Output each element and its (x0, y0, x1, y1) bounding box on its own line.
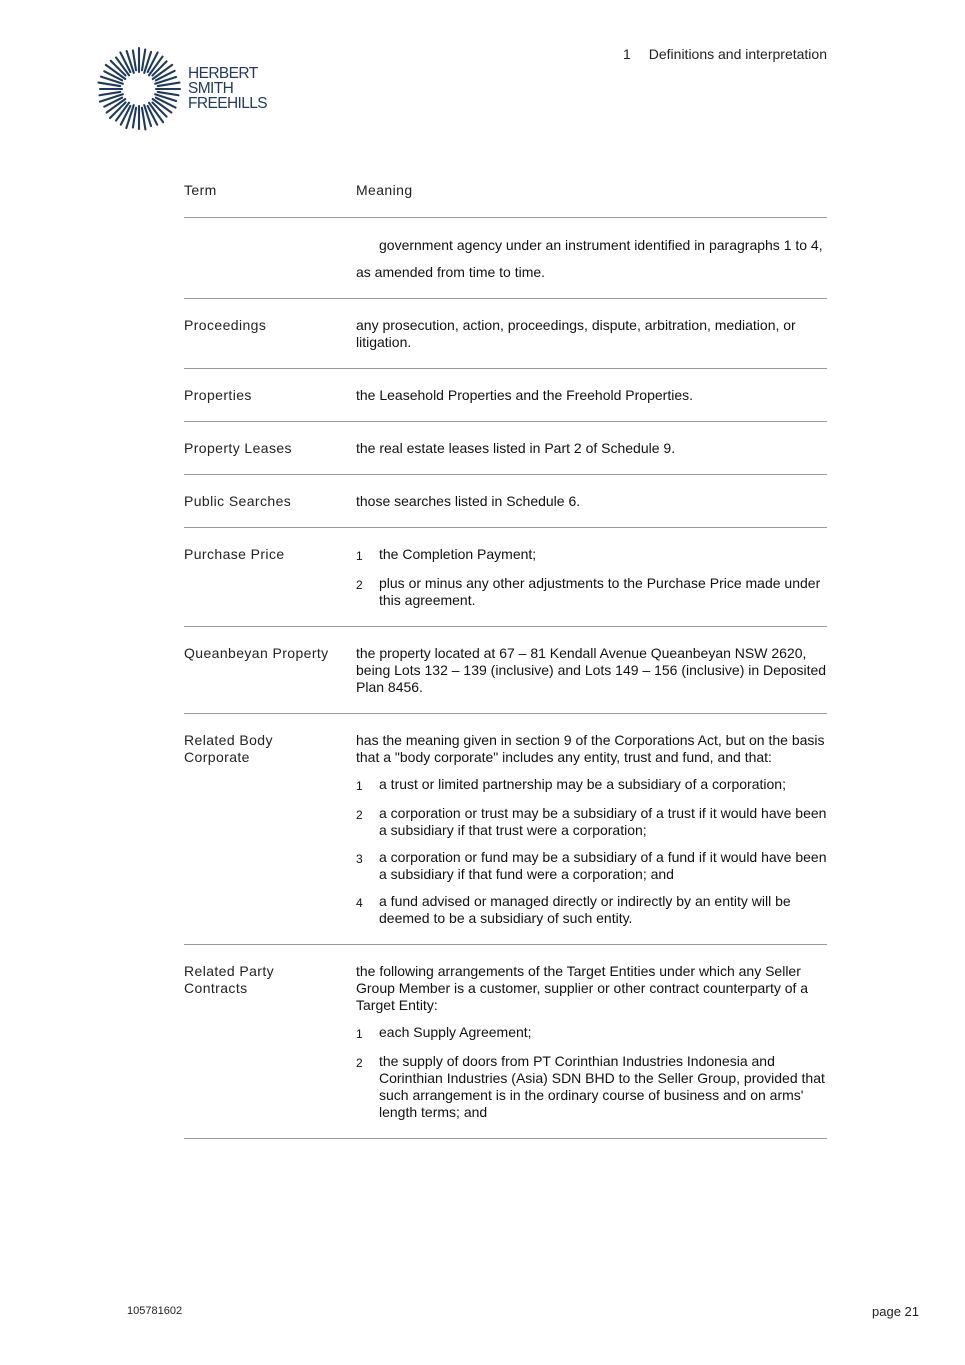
definition-meaning (356, 237, 827, 281)
definition-term: Public Searches (184, 493, 292, 509)
list-item-number: 1 (356, 779, 363, 793)
firm-name-line-2: SMITH (188, 80, 234, 97)
sunburst-ray (133, 50, 136, 70)
list-item (356, 575, 827, 609)
list-item-number: 1 (356, 1027, 363, 1041)
table-row (184, 422, 827, 475)
document-id: 105781602 (127, 1305, 183, 1317)
list-item-number: 2 (356, 1056, 363, 1070)
sunburst-ray (99, 83, 121, 86)
definition-term: Related Party Contracts (184, 963, 275, 996)
meaning-column-header: Meaning (356, 182, 413, 198)
table-row (184, 528, 827, 627)
definition-meaning: those searches listed in Schedule 6. (356, 493, 581, 509)
firm-name-line-1: HERBERT (188, 65, 258, 82)
section-number: 1 (622, 46, 631, 62)
running-header (623, 46, 827, 62)
list-item (356, 893, 827, 927)
table-row (184, 218, 827, 299)
list-item-number: 2 (356, 808, 363, 822)
table-row (184, 714, 827, 945)
table-header-row (184, 172, 827, 218)
term-column-header: Term (184, 182, 217, 198)
continuation-paragraph: government agency under an instrument identified in paragraphs 1 to 4, (379, 237, 823, 253)
definition-term: Proceedings (184, 317, 267, 333)
list-item-number: 1 (356, 549, 363, 563)
list-item (356, 849, 827, 883)
list-item-number: 3 (356, 852, 363, 866)
firm-name (188, 66, 267, 111)
list-item-text: a fund advised or managed directly or indirectly by an entity will be deemed to be a subsidiary of such entity. (379, 893, 791, 926)
list-item-text: a trust or limited partnership may be a subsidiary of a corporation; (379, 776, 786, 792)
page-number: page 21 (872, 1304, 919, 1319)
list-item (356, 1024, 827, 1043)
definition-meaning (356, 546, 827, 609)
list-item-text: a corporation or fund may be a subsidiary of a fund if it would have been a subsidiary if that fund were a corporation; and (379, 849, 827, 882)
sunburst-ray (158, 83, 180, 86)
list-item-text: plus or minus any other adjustments to the Purchase Price made under this agreement. (379, 575, 821, 608)
definition-intro: the following arrangements of the Target Entities under which any Seller Group Member is a customer, supplier or other contract counterparty of a Target Entity: (356, 963, 809, 1013)
definition-term: Properties (184, 387, 252, 403)
definition-term: Related Body Corporate (184, 732, 273, 765)
continuation-closing: as amended from time to time. (356, 264, 546, 280)
definition-meaning: the Leasehold Properties and the Freehold Properties. (356, 387, 693, 403)
definition-term (184, 237, 356, 281)
list-item (356, 1053, 827, 1121)
definition-term: Property Leases (184, 440, 292, 456)
sunburst-ray (142, 108, 145, 130)
section-title: Definitions and interpretation (648, 46, 827, 62)
definition-meaning: the property located at 67 – 81 Kendall Avenue Queanbeyan NSW 2620, being Lots 132 – 139 (inclusive) and Lots 149 – 156 (inclusive) in Deposited Plan 8456. (356, 645, 827, 695)
table-row (184, 627, 827, 714)
definition-term: Queanbeyan Property (184, 645, 329, 661)
list-item-number: 4 (356, 896, 363, 910)
firm-name-line-3: FREEHILLS (188, 95, 268, 112)
sunburst-ray (142, 49, 145, 70)
definition-meaning: the real estate leases listed in Part 2 of Schedule 9. (356, 440, 676, 456)
sunburst-ray (99, 92, 120, 95)
list-item (356, 546, 827, 565)
list-item-text: a corporation or trust may be a subsidiary of a trust if it would have been a subsidiary if that trust were a corporation; (379, 805, 827, 838)
list-item (356, 776, 827, 795)
list-item-text: the supply of doors from PT Corinthian Industries Indonesia and Corinthian Industries (Asia) SDN BHD to the Seller Group, provided that such arrangement is in the ordinary course of business and on arms' length terms; and (379, 1053, 825, 1120)
sunburst-ray (133, 108, 136, 128)
list-item-text: the Completion Payment; (379, 546, 537, 562)
sunburst-ray (158, 92, 179, 95)
table-row (184, 299, 827, 369)
table-row (184, 945, 827, 1139)
definition-term: Purchase Price (184, 546, 285, 562)
sunburst-logo-icon (96, 46, 182, 132)
firm-logo (96, 46, 296, 136)
table-row (184, 369, 827, 422)
definition-intro: has the meaning given in section 9 of the Corporations Act, but on the basis that a "body corporate" includes any entity, trust and fund, and that: (356, 732, 825, 765)
list-item-number: 2 (356, 578, 363, 592)
definitions-table (184, 172, 827, 1139)
definition-meaning (356, 732, 827, 927)
definition-meaning: any prosecution, action, proceedings, dispute, arbitration, mediation, or litigation. (356, 317, 796, 350)
table-row (184, 475, 827, 528)
definition-meaning (356, 963, 827, 1121)
list-item-text: each Supply Agreement; (379, 1024, 532, 1040)
list-item (356, 805, 827, 839)
